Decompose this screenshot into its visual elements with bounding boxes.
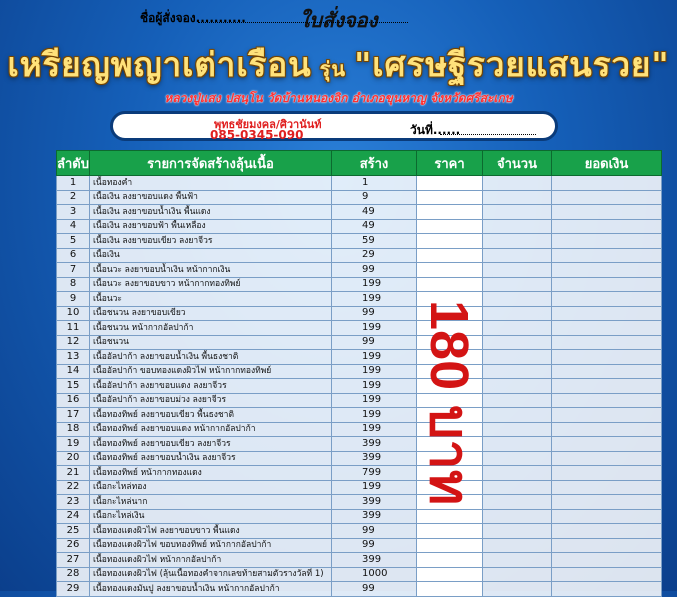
- row-amount-field[interactable]: [483, 466, 552, 481]
- header-total: ยอดเงิน: [552, 151, 662, 176]
- row-total-field[interactable]: [552, 263, 662, 278]
- table-row: [57, 524, 662, 539]
- table-header-row: [57, 151, 662, 176]
- row-price: [417, 234, 483, 249]
- row-total-field[interactable]: [552, 306, 662, 321]
- row-total-field[interactable]: [552, 582, 662, 597]
- row-amount-field[interactable]: [483, 306, 552, 321]
- row-number: 2: [57, 190, 90, 205]
- row-item: เนื้อเงิน ลงยาขอบแดง พื้นฟ้า: [90, 190, 332, 205]
- row-item: เนื้อเงิน ลงยาขอบฟ้า พื้นเหลือง: [90, 219, 332, 234]
- row-item: เนื้อเงิน: [90, 248, 332, 263]
- row-price: [417, 248, 483, 263]
- row-built-qty: 99: [332, 263, 417, 278]
- table-row: [57, 234, 662, 249]
- row-price: [417, 263, 483, 278]
- row-built-qty: 199: [332, 292, 417, 307]
- row-item: เนื้อชนวน ลงยาขอบเขียว: [90, 306, 332, 321]
- row-total-field[interactable]: [552, 538, 662, 553]
- row-item: เนื้อทองแดงผิวไฟ หน้ากากอัลปาก้า: [90, 553, 332, 568]
- row-built-qty: 199: [332, 364, 417, 379]
- table-row: [57, 480, 662, 495]
- row-built-qty: 199: [332, 321, 417, 336]
- orderer-name-value: พุทธชัยมงคล/ศิวานันท์: [214, 118, 322, 131]
- row-number: 18: [57, 422, 90, 437]
- row-item: เนื้ออัลปาก้า ลงยาขอบแดง ลงยาจีวร: [90, 379, 332, 394]
- row-item: เนื้อทองทิพย์ หน้ากากทองแดง: [90, 466, 332, 481]
- row-built-qty: 399: [332, 451, 417, 466]
- row-amount-field[interactable]: [483, 321, 552, 336]
- row-number: 29: [57, 582, 90, 597]
- row-amount-field[interactable]: [483, 567, 552, 582]
- row-total-field[interactable]: [552, 321, 662, 336]
- row-total-field[interactable]: [552, 248, 662, 263]
- row-number: 16: [57, 393, 90, 408]
- row-built-qty: 99: [332, 582, 417, 597]
- row-number: 12: [57, 335, 90, 350]
- row-amount-field[interactable]: [483, 422, 552, 437]
- row-item: เนื้อเงิน ลงยาขอบน้ำเงิน พื้นแดง: [90, 205, 332, 220]
- table-row: [57, 321, 662, 336]
- date-label: วันที่......: [410, 123, 461, 137]
- order-table: [56, 150, 662, 597]
- header-price: ราคา: [417, 151, 483, 176]
- table-row: [57, 495, 662, 510]
- row-item: เนื้อกะไหล่เงิน: [90, 509, 332, 524]
- row-number: 14: [57, 364, 90, 379]
- row-price: [417, 205, 483, 220]
- row-built-qty: 199: [332, 408, 417, 423]
- row-number: 8: [57, 277, 90, 292]
- row-amount-field[interactable]: [483, 553, 552, 568]
- header-item: รายการจัดสร้างลุ้นเนื้อ: [90, 151, 332, 176]
- header-built: สร้าง: [332, 151, 417, 176]
- row-built-qty: 99: [332, 524, 417, 539]
- header-amount: จำนวน: [483, 151, 552, 176]
- date-line: [440, 134, 536, 135]
- row-number: 19: [57, 437, 90, 452]
- row-built-qty: 399: [332, 437, 417, 452]
- row-number: 26: [57, 538, 90, 553]
- row-item: เนื้อทองทิพย์ ลงยาขอบแดง หน้ากากอัลปาก้า: [90, 422, 332, 437]
- row-number: 15: [57, 379, 90, 394]
- table-row: [57, 379, 662, 394]
- table-row: [57, 582, 662, 597]
- order-form-title: ใบสั่งจอง: [299, 8, 378, 32]
- row-price: [417, 190, 483, 205]
- row-item: เนื้อนวะ ลงยาขอบขาว หน้ากากทองทิพย์: [90, 277, 332, 292]
- row-total-field[interactable]: [552, 567, 662, 582]
- row-total-field[interactable]: [552, 364, 662, 379]
- row-built-qty: 49: [332, 219, 417, 234]
- row-amount-field[interactable]: [483, 408, 552, 423]
- row-total-field[interactable]: [552, 234, 662, 249]
- row-built-qty: 49: [332, 205, 417, 220]
- row-item: เนื้อทองทิพย์ ลงยาขอบน้ำเงิน ลงยาจีวร: [90, 451, 332, 466]
- row-number: 28: [57, 567, 90, 582]
- row-number: 11: [57, 321, 90, 336]
- row-amount-field[interactable]: [483, 379, 552, 394]
- row-number: 1: [57, 176, 90, 191]
- row-amount-field[interactable]: [483, 176, 552, 191]
- row-price: [417, 277, 483, 292]
- medal-title: [0, 38, 677, 91]
- table-row: [57, 335, 662, 350]
- row-amount-field[interactable]: [483, 277, 552, 292]
- price-overlay: [418, 300, 480, 591]
- row-item: เนื้อทองคำ: [90, 176, 332, 191]
- row-amount-field[interactable]: [483, 495, 552, 510]
- table-row: [57, 350, 662, 365]
- table-row: [57, 219, 662, 234]
- table-row: [57, 408, 662, 423]
- table-row: [57, 190, 662, 205]
- row-total-field[interactable]: [552, 393, 662, 408]
- row-amount-field[interactable]: [483, 393, 552, 408]
- row-number: 13: [57, 350, 90, 365]
- table-row: [57, 393, 662, 408]
- row-total-field[interactable]: [552, 509, 662, 524]
- row-number: 21: [57, 466, 90, 481]
- row-price: [417, 219, 483, 234]
- row-item: เนื้อนวะ ลงยาขอบน้ำเงิน หน้ากากเงิน: [90, 263, 332, 278]
- row-amount-field[interactable]: [483, 451, 552, 466]
- row-item: เนื้ออัลปาก้า ลงยาขอบม่วง ลงยาจีวร: [90, 393, 332, 408]
- row-price: [417, 176, 483, 191]
- row-item: เนื้อกะไหล่นาก: [90, 495, 332, 510]
- medal-title-series: "เศรษฐีรวยแสนรวย": [354, 45, 670, 84]
- row-total-field[interactable]: [552, 277, 662, 292]
- row-number: 3: [57, 205, 90, 220]
- row-amount-field[interactable]: [483, 205, 552, 220]
- row-amount-field[interactable]: [483, 582, 552, 597]
- row-built-qty: 399: [332, 495, 417, 510]
- row-item: เนื้อทองทิพย์ ลงยาขอบเขียว พื้นธงชาติ: [90, 408, 332, 423]
- row-number: 5: [57, 234, 90, 249]
- row-built-qty: 1000: [332, 567, 417, 582]
- order-table-body: [57, 176, 662, 597]
- row-total-field[interactable]: [552, 451, 662, 466]
- row-built-qty: 199: [332, 379, 417, 394]
- row-built-qty: 59: [332, 234, 417, 249]
- row-built-qty: 199: [332, 350, 417, 365]
- row-item: เนื้อทองทิพย์ ลงยาขอบเขียว ลงยาจีวร: [90, 437, 332, 452]
- row-amount-field[interactable]: [483, 234, 552, 249]
- row-number: 25: [57, 524, 90, 539]
- table-row: [57, 277, 662, 292]
- row-amount-field[interactable]: [483, 292, 552, 307]
- row-amount-field[interactable]: [483, 538, 552, 553]
- row-number: 7: [57, 263, 90, 278]
- row-amount-field[interactable]: [483, 437, 552, 452]
- table-row: [57, 205, 662, 220]
- medal-title-name: เหรียญพญาเต่าเรือน: [7, 45, 312, 84]
- row-item: เนื้อนวะ: [90, 292, 332, 307]
- row-amount-field[interactable]: [483, 263, 552, 278]
- row-total-field[interactable]: [552, 408, 662, 423]
- row-item: เนื้ออัลปาก้า ขอบทองแดงผิวไฟ หน้ากากทองทิพย์: [90, 364, 332, 379]
- orderer-phone-value: 085-0345-090: [210, 128, 304, 142]
- row-built-qty: 29: [332, 248, 417, 263]
- row-built-qty: 1: [332, 176, 417, 191]
- table-row: [57, 451, 662, 466]
- monk-temple-subtitle: หลวงปู่แสง ปสนฺโน วัดบ้านหนองจิก อำเภอขุนหาญ จังหวัดศรีสะเกษ: [164, 91, 513, 105]
- row-amount-field[interactable]: [483, 524, 552, 539]
- row-number: 9: [57, 292, 90, 307]
- row-total-field[interactable]: [552, 219, 662, 234]
- row-built-qty: 99: [332, 335, 417, 350]
- row-total-field[interactable]: [552, 466, 662, 481]
- row-total-field[interactable]: [552, 190, 662, 205]
- row-total-field[interactable]: [552, 379, 662, 394]
- price-label: 180 บาท: [419, 300, 479, 506]
- row-number: 23: [57, 495, 90, 510]
- row-item: เนื้อทองแดงผิวไฟ ลงยาขอบขาว พื้นแดง: [90, 524, 332, 539]
- row-item: เนื้อชนวน หน้ากากอัลปาก้า: [90, 321, 332, 336]
- row-item: เนื้อเงิน ลงยาขอบเขียว ลงยาจีวร: [90, 234, 332, 249]
- table-row: [57, 292, 662, 307]
- row-number: 17: [57, 408, 90, 423]
- row-total-field[interactable]: [552, 176, 662, 191]
- row-number: 4: [57, 219, 90, 234]
- row-number: 22: [57, 480, 90, 495]
- row-built-qty: 199: [332, 422, 417, 437]
- table-row: [57, 553, 662, 568]
- table-row: [57, 248, 662, 263]
- table-row: [57, 364, 662, 379]
- row-total-field[interactable]: [552, 292, 662, 307]
- row-total-field[interactable]: [552, 350, 662, 365]
- row-amount-field[interactable]: [483, 480, 552, 495]
- row-built-qty: 99: [332, 538, 417, 553]
- orderer-name-label: ชื่อผู้สั่งจอง...........: [140, 11, 246, 25]
- table-row: [57, 538, 662, 553]
- medal-title-series-word: รุ่น: [311, 57, 355, 81]
- row-built-qty: 199: [332, 277, 417, 292]
- table-row: [57, 422, 662, 437]
- row-item: เนื้อทองแดงผิวไฟ (ลุ้นเนื้อทองคำจากเลขท้ายสามตัวรางวัลที่ 1): [90, 567, 332, 582]
- row-total-field[interactable]: [552, 480, 662, 495]
- row-total-field[interactable]: [552, 524, 662, 539]
- row-number: 10: [57, 306, 90, 321]
- table-row: [57, 567, 662, 582]
- row-total-field[interactable]: [552, 553, 662, 568]
- table-row: [57, 509, 662, 524]
- row-amount-field[interactable]: [483, 509, 552, 524]
- table-row: [57, 263, 662, 278]
- row-built-qty: 9: [332, 190, 417, 205]
- header-no: ลำดับ: [57, 151, 90, 176]
- row-item: เนื้ออัลปาก้า ลงยาขอบน้ำเงิน พื้นธงชาติ: [90, 350, 332, 365]
- table-row: [57, 176, 662, 191]
- row-amount-field[interactable]: [483, 335, 552, 350]
- row-total-field[interactable]: [552, 422, 662, 437]
- row-total-field[interactable]: [552, 495, 662, 510]
- row-amount-field[interactable]: [483, 219, 552, 234]
- row-built-qty: 799: [332, 466, 417, 481]
- row-number: 27: [57, 553, 90, 568]
- row-number: 20: [57, 451, 90, 466]
- row-item: เนื้อทองแดงมันปู ลงยาขอบน้ำเงิน หน้ากากอัลปาก้า: [90, 582, 332, 597]
- table-row: [57, 306, 662, 321]
- row-number: 6: [57, 248, 90, 263]
- row-total-field[interactable]: [552, 437, 662, 452]
- row-built-qty: 399: [332, 509, 417, 524]
- row-item: เนื้อกะไหล่ทอง: [90, 480, 332, 495]
- row-built-qty: 199: [332, 480, 417, 495]
- row-item: เนื้อชนวน: [90, 335, 332, 350]
- row-amount-field[interactable]: [483, 248, 552, 263]
- row-built-qty: 199: [332, 393, 417, 408]
- row-amount-field[interactable]: [483, 190, 552, 205]
- orderer-info-box: [110, 111, 558, 141]
- row-amount-field[interactable]: [483, 364, 552, 379]
- row-built-qty: 99: [332, 306, 417, 321]
- row-built-qty: 399: [332, 553, 417, 568]
- table-row: [57, 466, 662, 481]
- row-amount-field[interactable]: [483, 350, 552, 365]
- row-number: 24: [57, 509, 90, 524]
- table-row: [57, 437, 662, 452]
- order-form-header: [0, 0, 677, 150]
- row-item: เนื้อทองแดงผิวไฟ ขอบทองทิพย์ หน้ากากอัลปาก้า: [90, 538, 332, 553]
- row-total-field[interactable]: [552, 205, 662, 220]
- row-total-field[interactable]: [552, 335, 662, 350]
- orderer-name-line: [198, 22, 408, 23]
